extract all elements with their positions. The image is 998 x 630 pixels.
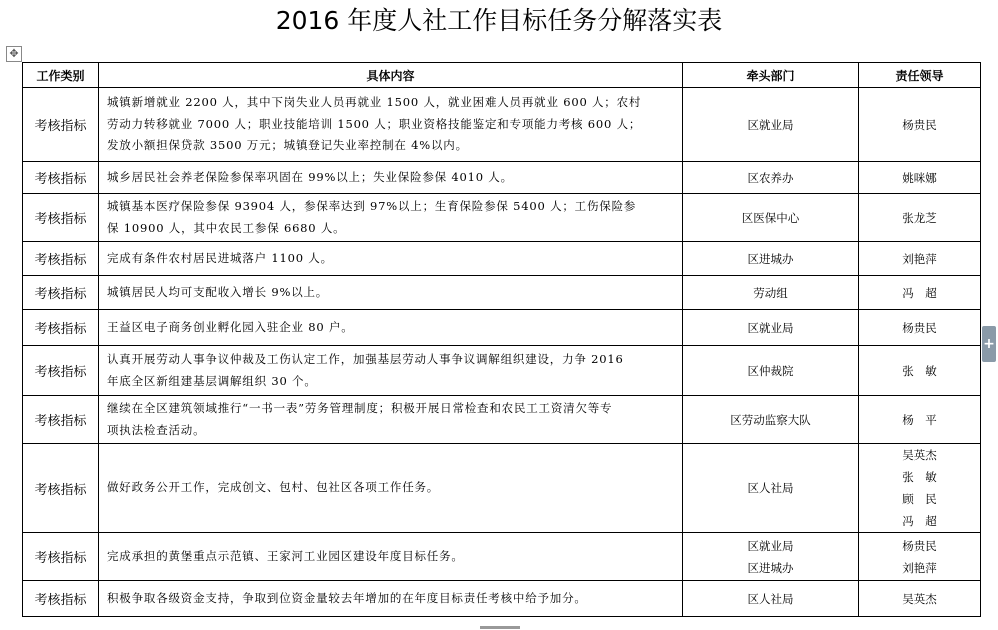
leader-cell-line: 冯 超 [902, 285, 937, 300]
content-cell-line: 发放小额担保贷款 3500 万元；城镇登记失业率控制在 4%以内。 [107, 138, 468, 153]
table-row [23, 242, 981, 276]
content-cell [99, 242, 683, 276]
dept-cell-line: 区人社局 [747, 591, 794, 606]
leader-cell [859, 310, 981, 346]
content-cell-line: 完成有条件农村居民进城落户 1100 人。 [107, 250, 333, 265]
leader-cell [859, 242, 981, 276]
dept-cell [683, 162, 859, 194]
dept-cell-line: 区人社局 [747, 481, 794, 495]
content-cell [99, 346, 683, 396]
header-content: 具体内容 [99, 63, 683, 88]
category-cell: 考核指标 [23, 396, 99, 444]
table-row [23, 533, 981, 581]
table-row [23, 310, 981, 346]
leader-cell-line: 冯 超 [902, 514, 937, 528]
category-cell: 考核指标 [23, 346, 99, 396]
category-cell: 考核指标 [23, 310, 99, 346]
content-cell-line: 继续在全区建筑领域推行“一书一表”劳务管理制度；积极开展日常检查和农民工工资清欠等专 [107, 401, 613, 415]
table-row [23, 276, 981, 310]
dept-cell-line: 区就业局 [747, 117, 794, 132]
content-cell [99, 533, 683, 581]
category-cell: 考核指标 [23, 194, 99, 242]
leader-cell [859, 88, 981, 162]
leader-cell-line: 张龙芝 [902, 210, 937, 225]
content-cell [99, 581, 683, 617]
leader-cell [859, 581, 981, 617]
scroll-indicator [480, 626, 520, 629]
content-cell [99, 276, 683, 310]
category-cell: 考核指标 [23, 533, 99, 581]
table-row [23, 88, 981, 162]
table-row [23, 444, 981, 533]
leader-cell-line: 顾 民 [902, 492, 937, 506]
category-cell: 考核指标 [23, 444, 99, 533]
content-cell [99, 88, 683, 162]
table-row [23, 396, 981, 444]
dept-cell [683, 242, 859, 276]
table-header-row [23, 63, 981, 88]
table-row [23, 194, 981, 242]
leader-cell-line: 吴英杰 [902, 591, 937, 606]
dept-cell [683, 396, 859, 444]
dept-cell [683, 581, 859, 617]
dept-cell-line: 区仲裁院 [747, 363, 794, 378]
move-icon[interactable]: ✥ [6, 46, 22, 62]
dept-cell-line: 区就业局 [747, 320, 794, 335]
content-cell [99, 194, 683, 242]
leader-cell-line: 杨贵民 [902, 320, 937, 335]
dept-cell [683, 194, 859, 242]
table-row [23, 162, 981, 194]
header-category: 工作类别 [23, 63, 99, 88]
category-cell: 考核指标 [23, 276, 99, 310]
dept-cell [683, 276, 859, 310]
content-cell-line: 王益区电子商务创业孵化园入驻企业 80 户。 [107, 319, 354, 334]
table-row [23, 346, 981, 396]
dept-cell [683, 444, 859, 533]
leader-cell-line: 杨贵民 [902, 538, 937, 553]
dept-cell [683, 346, 859, 396]
leader-cell-line: 吴英杰 [902, 448, 937, 462]
content-cell [99, 310, 683, 346]
content-cell-line: 积极争取各级资金支持，争取到位资金量较去年增加的在年度目标责任考核中给予加分。 [107, 590, 587, 605]
category-cell: 考核指标 [23, 88, 99, 162]
table-row [23, 581, 981, 617]
content-cell [99, 396, 683, 444]
leader-cell-line: 杨 平 [902, 412, 937, 427]
header-leader: 责任领导 [859, 63, 981, 88]
leader-cell-line: 张 敏 [902, 470, 937, 484]
leader-cell-line: 刘艳萍 [902, 560, 937, 575]
leader-cell [859, 533, 981, 581]
content-cell-line: 城镇新增就业 2200 人，其中下岗失业人员再就业 1500 人，就业困难人员再就业 600 人；农村 [107, 95, 642, 110]
content-cell-line: 城镇居民人均可支配收入增长 9%以上。 [107, 284, 329, 299]
dept-cell-line: 区进城办 [747, 560, 794, 575]
content-cell-line: 城镇基本医疗保险参保 93904 人，参保率达到 97%以上；生育保险参保 5400 人；工伤保险参 [107, 199, 637, 213]
leader-cell-line: 杨贵民 [902, 117, 937, 132]
leader-cell [859, 444, 981, 533]
category-cell: 考核指标 [23, 242, 99, 276]
content-cell-line: 年底全区新组建基层调解组织 30 个。 [107, 373, 317, 388]
dept-cell [683, 533, 859, 581]
task-table [22, 62, 981, 617]
content-cell-line: 做好政务公开工作，完成创文、包村、包社区各项工作任务。 [107, 480, 440, 495]
dept-cell [683, 88, 859, 162]
content-cell-line: 完成承担的黄堡重点示范镇、王家河工业园区建设年度目标任务。 [107, 548, 464, 563]
leader-cell [859, 396, 981, 444]
page-title: 2016 年度人社工作目标任务分解落实表 [275, 6, 723, 35]
content-cell [99, 162, 683, 194]
content-cell [99, 444, 683, 533]
dept-cell [683, 310, 859, 346]
leader-cell [859, 346, 981, 396]
content-cell-line: 城乡居民社会养老保险参保率巩固在 99%以上；失业保险参保 4010 人。 [107, 169, 513, 184]
dept-cell-line: 区农养办 [747, 170, 794, 185]
leader-cell-line: 张 敏 [902, 363, 937, 378]
category-cell: 考核指标 [23, 581, 99, 617]
category-cell: 考核指标 [23, 162, 99, 194]
leader-cell [859, 276, 981, 310]
dept-cell-line: 区进城办 [747, 251, 794, 266]
plus-icon[interactable]: + [982, 326, 996, 362]
dept-cell-line: 区就业局 [747, 538, 794, 553]
dept-cell-line: 区劳动监察大队 [730, 412, 811, 427]
leader-cell-line: 刘艳萍 [902, 251, 937, 266]
leader-cell [859, 162, 981, 194]
dept-cell-line: 区医保中心 [741, 210, 800, 225]
leader-cell [859, 194, 981, 242]
header-dept: 牵头部门 [683, 63, 859, 88]
content-cell-line: 劳动力转移就业 7000 人；职业技能培训 1500 人；职业资格技能鉴定和专项能力考核 600 人； [107, 116, 642, 131]
content-cell-line: 保 10900 人，其中农民工参保 6680 人。 [107, 220, 346, 235]
content-cell-line: 认真开展劳动人事争议仲裁及工伤认定工作，加强基层劳动人事争议调解组织建设，力争 2016 [107, 352, 624, 366]
dept-cell-line: 劳动组 [753, 285, 788, 300]
content-cell-line: 项执法检查活动。 [107, 422, 206, 437]
leader-cell-line: 姚咪娜 [902, 170, 937, 185]
